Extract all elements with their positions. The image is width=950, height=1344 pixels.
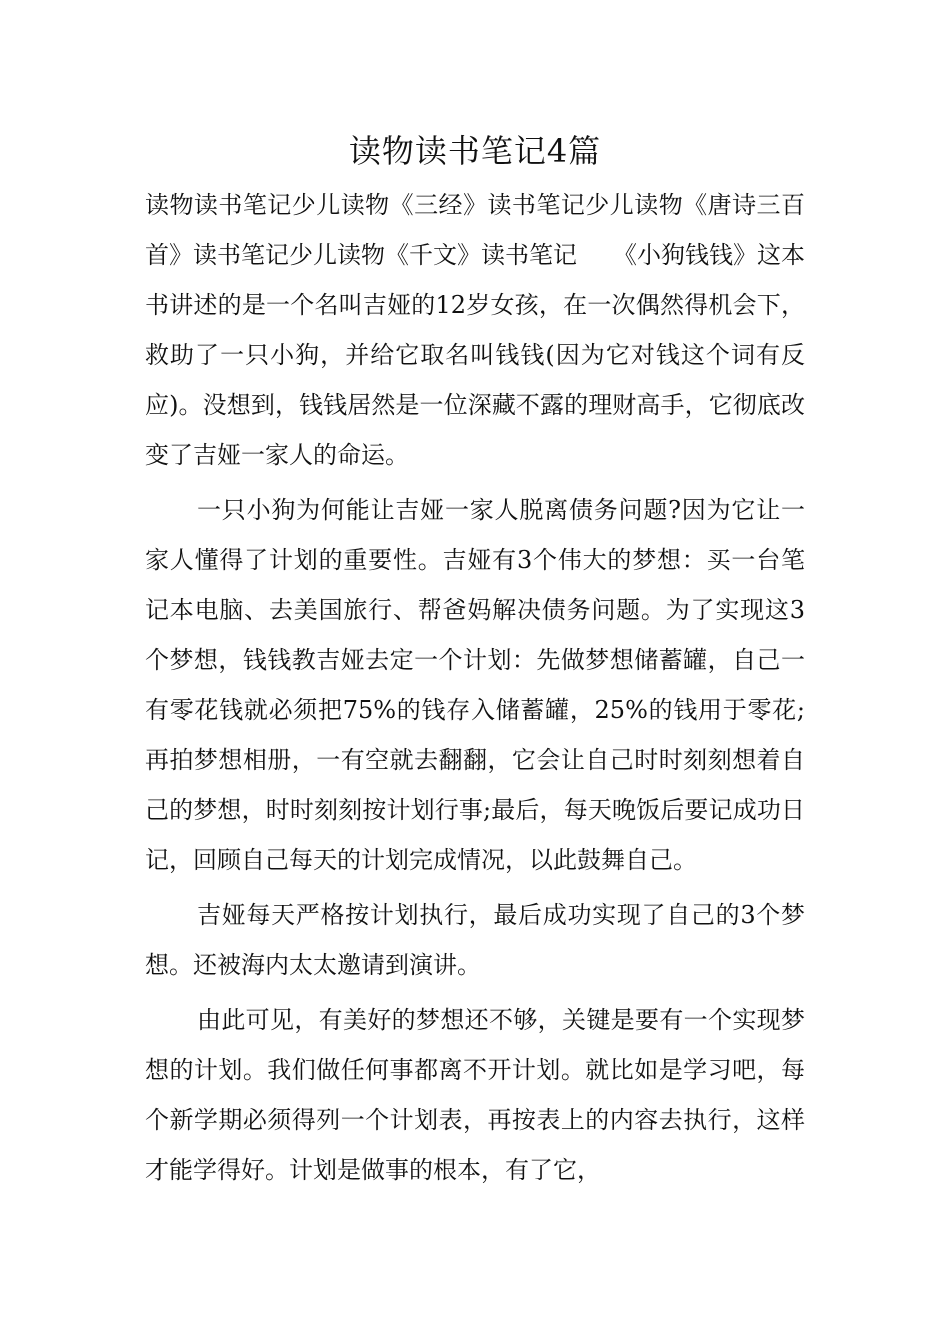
document-title: 读物读书笔记4篇 — [348, 132, 602, 170]
paragraph-4: 由此可见，有美好的梦想还不够，关键是要有一个实现梦想的计划。我们做任何事都离不开计划。就比如是学习吧，每个新学期必须得列一个计划表，再按表上的内容去执行，这样才能学得好。计划是做事的根本，有了它， — [145, 1006, 805, 1184]
document-page — [145, 122, 805, 1195]
paragraph-1: 读物读书笔记少儿读物《三经》读书笔记少儿读物《唐诗三百首》读书笔记少儿读物《千文》读书笔记 《小狗钱钱》这本书讲述的是一个名叫吉娅的12岁女孩，在一次偶然得机会下，救助了一只小狗，并给它取名叫钱钱(因为它对钱这个词有反应)。没想到，钱钱居然是一位深藏不露的理财高手，它彻底改变了吉娅一家人的命运。 — [145, 191, 805, 469]
paragraph-3: 吉娅每天严格按计划执行，最后成功实现了自己的3个梦想。还被海内太太邀请到演讲。 — [145, 901, 805, 979]
paragraph-2: 一只小狗为何能让吉娅一家人脱离债务问题?因为它让一家人懂得了计划的重要性。吉娅有3个伟大的梦想：买一台笔记本电脑、去美国旅行、帮爸妈解决债务问题。为了实现这3个梦想，钱钱教吉娅去定一个计划：先做梦想储蓄罐，自己一有零花钱就必须把75%的钱存入储蓄罐，25%的钱用于零花;再拍梦想相册，一有空就去翻翻，它会让自己时时刻刻想着自己的梦想，时时刻刻按计划行事;最后，每天晚饭后要记成功日记，回顾自己每天的计划完成情况，以此鼓舞自己。 — [145, 496, 805, 874]
